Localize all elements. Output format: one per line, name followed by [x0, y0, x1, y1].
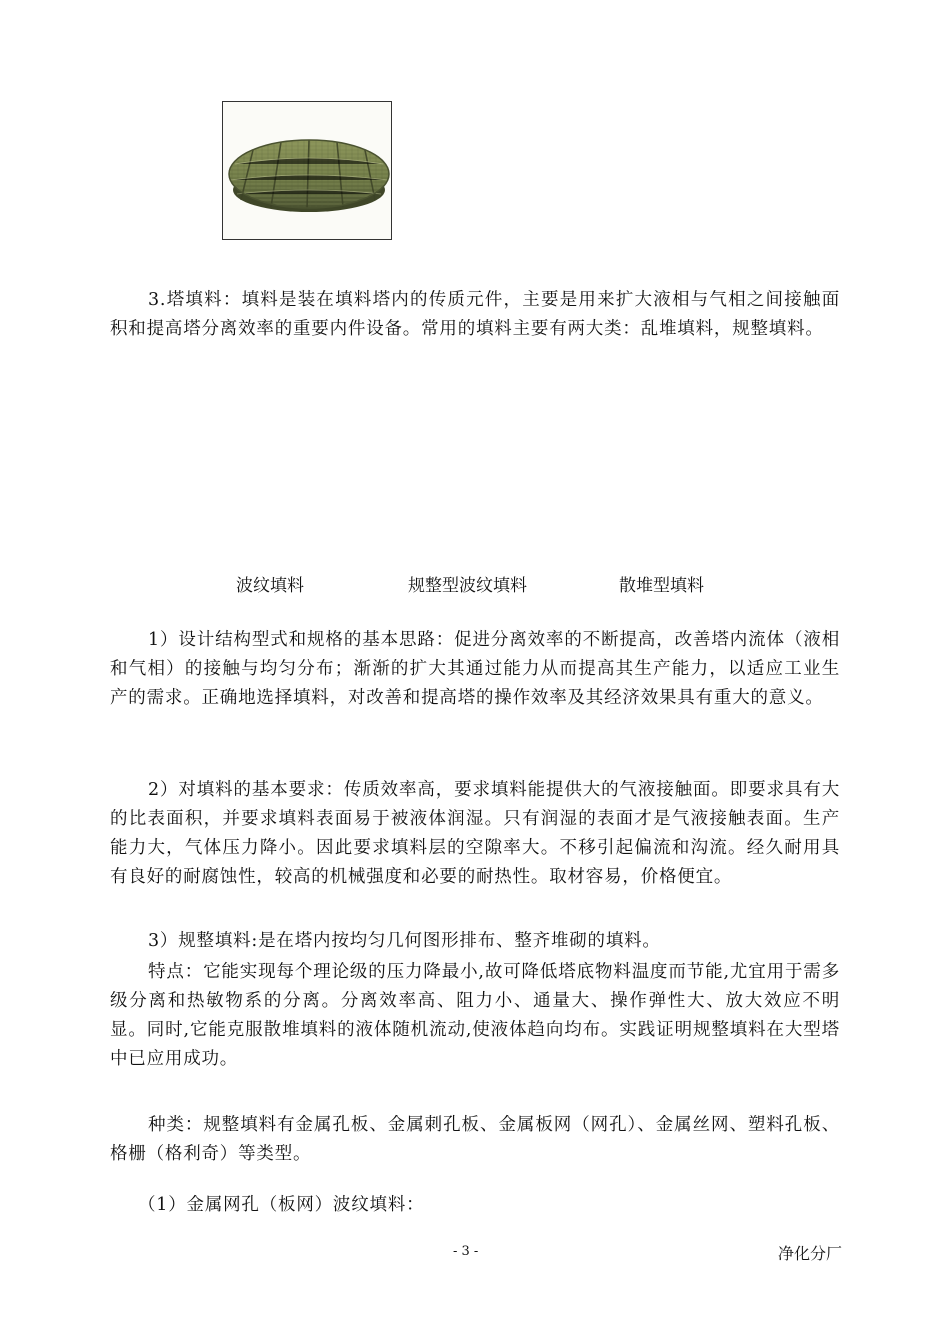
footer-unit-name: 净化分厂	[778, 1244, 843, 1263]
packing-disk-photo	[222, 101, 392, 240]
packing-disk-icon	[223, 102, 391, 239]
figure-captions	[0, 571, 950, 597]
paragraph-features: 特点：它能实现每个理论级的压力降最小,故可降低塔底物料温度而节能,尤宜用于需多级分离和热敏物系的分离。分离效率高、阻力小、通量大、操作弹性大、放大效应不明显。同时,它能克服散堆填料的液体随机流动,使液体趋向均布。实践证明规整填料在大型塔中已应用成功。	[110, 962, 840, 1069]
caption-structured-corrugated-packing: 规整型波纹填料	[408, 576, 527, 596]
paragraph-structured-packing: 3）规整填料:是在塔内按均匀几何图形排布、整齐堆砌的填料。	[148, 931, 661, 951]
paragraph-tower-packing: 3.塔填料：填料是装在填料塔内的传质元件，主要是用来扩大液相与气相之间接触面积和提高塔分离效率的重要内件设备。常用的填料主要有两大类：乱堆填料，规整填料。	[110, 290, 840, 339]
paragraph-design-approach: 1）设计结构型式和规格的基本思路：促进分离效率的不断提高，改善塔内流体（液相和气相）的接触与均匀分布；渐渐的扩大其通过能力从而提高其生产能力，以适应工业生产的需求。正确地选择填料，对改善和提高塔的操作效率及其经济效果具有重大的意义。	[110, 630, 840, 708]
caption-corrugated-packing: 波纹填料	[236, 576, 304, 596]
paragraph-basic-requirements: 2）对填料的基本要求：传质效率高，要求填料能提供大的气液接触面。即要求具有大的比表面积，并要求填料表面易于被液体润湿。只有润湿的表面才是气液接触表面。生产能力大，气体压力降小。因此要求填料层的空隙率大。不移引起偏流和沟流。经久耐用具有良好的耐腐蚀性，较高的机械强度和必要的耐热性。取材容易，价格便宜。	[110, 780, 840, 887]
page-number: - 3 -	[453, 1244, 479, 1259]
paragraph-item-1: （1）金属网孔（板网）波纹填料：	[138, 1195, 425, 1215]
paragraph-types: 种类：规整填料有金属孔板、金属刺孔板、金属板网（网孔）、金属丝网、塑料孔板、格栅（格利奇）等类型。	[110, 1115, 840, 1164]
caption-random-packing: 散堆型填料	[619, 576, 704, 596]
